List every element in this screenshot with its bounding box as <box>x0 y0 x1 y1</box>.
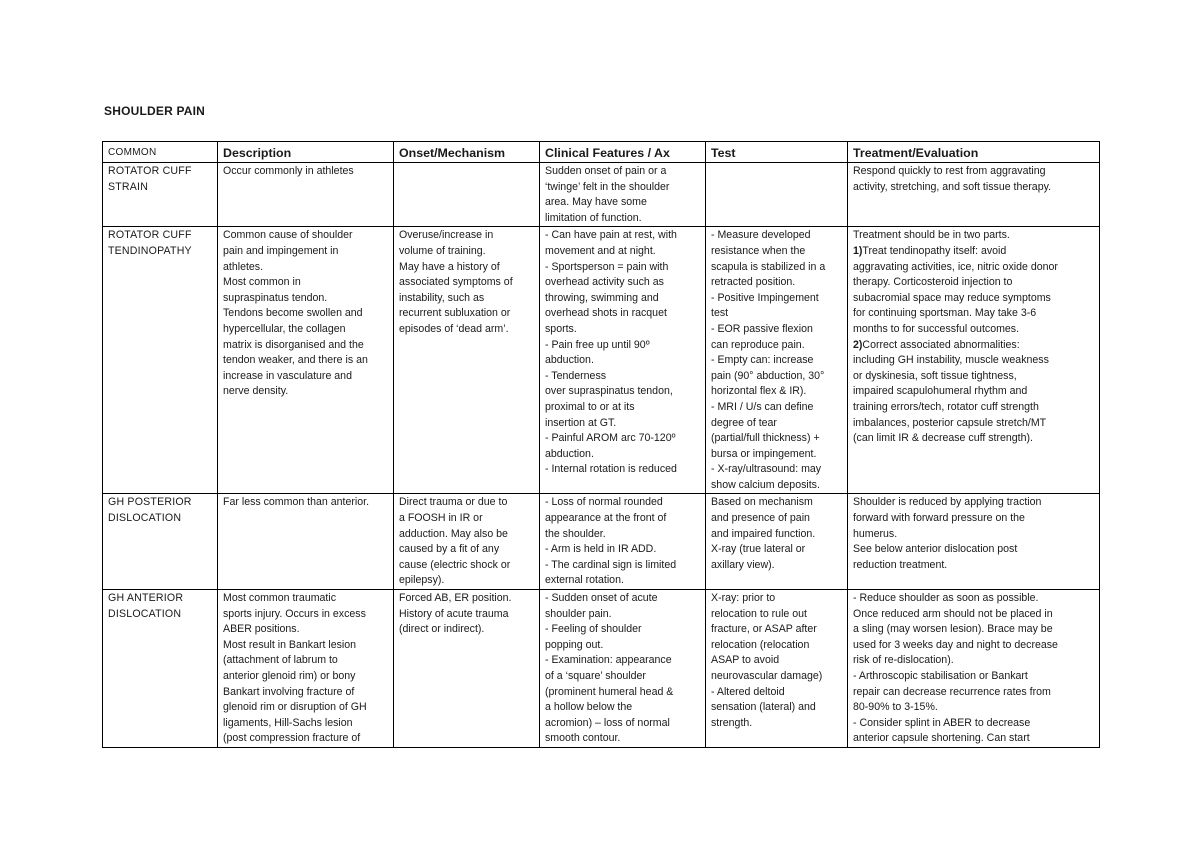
header-treatment: Treatment/Evaluation <box>848 142 1100 163</box>
cell-line: abduction. <box>545 354 594 367</box>
cell-line: pain (90° abduction, 30° <box>711 369 825 382</box>
cell-line: including GH instability, muscle weakness <box>853 354 1049 367</box>
header-row <box>103 142 1100 163</box>
cell-line: retracted position. <box>711 276 796 289</box>
cell-line: proximal to or at its <box>545 400 635 413</box>
step-number: 2) <box>853 338 863 351</box>
condition-label: STRAIN <box>108 180 149 193</box>
cell-line: neurovascular damage) <box>711 670 823 682</box>
cell-line: impaired scapulohumeral rhythm and <box>853 385 1028 398</box>
cell-line: anterior glenoid rim) or bony <box>223 670 356 682</box>
cell-line: scapula is stabilized in a <box>711 260 826 273</box>
shoulder-pain-table <box>102 141 1100 748</box>
treatment-cell <box>848 494 1100 590</box>
cell-line: Bankart involving fracture of <box>223 685 355 698</box>
table-row <box>103 227 1100 494</box>
cell-line: Common cause of shoulder <box>223 229 353 242</box>
cell-line: sports injury. Occurs in excess <box>223 607 366 620</box>
cell-line: increase in vasculature and <box>223 369 352 382</box>
table-row <box>103 590 1100 748</box>
cell-line: training errors/tech, rotator cuff strength <box>853 400 1039 413</box>
cell-line: tendon weaker, and there is an <box>223 354 368 367</box>
cell-line: overhead activity such as <box>545 276 664 289</box>
cell-line: the shoulder. <box>545 527 606 540</box>
condition-label: DISLOCATION <box>108 512 182 525</box>
cell-line: and presence of pain <box>711 512 810 525</box>
cell-line: - Positive Impingement <box>711 291 819 304</box>
cell-line: appearance at the front of <box>545 512 667 525</box>
condition-cell <box>103 163 218 227</box>
cell-line: limitation of function. <box>545 211 642 224</box>
cell-line: - Arm is held in IR ADD. <box>545 543 657 556</box>
cell-line: abduction. <box>545 447 594 460</box>
cell-line: sports. <box>545 322 577 335</box>
header-clinical: Clinical Features / Ax <box>540 142 706 163</box>
cell-line: pain and impingement in <box>223 244 339 257</box>
cell-line: athletes. <box>223 260 264 273</box>
cell-line: - Empty can: increase <box>711 354 814 367</box>
cell-line: Most result in Bankart lesion <box>223 638 357 651</box>
step-number: 1) <box>853 244 863 257</box>
cell-line: ASAP to avoid <box>711 654 780 667</box>
cell-line: months to for successful outcomes. <box>853 322 1020 335</box>
description-cell <box>218 590 394 748</box>
cell-line: Sudden onset of pain or a <box>545 165 667 177</box>
onset-cell <box>394 590 540 748</box>
cell-line: activity, stretching, and soft tissue therapy. <box>853 180 1052 193</box>
table-row <box>103 163 1100 227</box>
cell-line: used for 3 weeks day and night to decrease <box>853 638 1058 651</box>
cell-line: Overuse/increase in <box>399 229 494 242</box>
cell-line: reduction treatment. <box>853 558 948 571</box>
cell-line: adduction. May also be <box>399 527 508 540</box>
condition-label: DISLOCATION <box>108 607 182 620</box>
onset-cell <box>394 227 540 494</box>
cell-line: - Loss of normal rounded <box>545 496 663 509</box>
cell-line: imbalances, posterior capsule stretch/MT <box>853 416 1047 429</box>
cell-line: volume of training. <box>399 244 486 257</box>
treatment-cell <box>848 227 1100 494</box>
cell-line: (post compression fracture of <box>223 732 361 745</box>
onset-cell <box>394 163 540 227</box>
cell-line: nerve density. <box>223 385 289 398</box>
test-cell <box>706 590 848 748</box>
clinical-features-cell <box>540 163 706 227</box>
cell-line: strength. <box>711 716 753 729</box>
cell-line: - Examination: appearance <box>545 654 672 667</box>
cell-line: subacromial space may reduce symptoms <box>853 291 1051 304</box>
cell-line: relocation (relocation <box>711 638 810 651</box>
cell-line: degree of tear <box>711 416 777 429</box>
cell-line: Occur commonly in athletes <box>223 165 354 177</box>
clinical-features-cell <box>540 590 706 748</box>
cell-line: for continuing sportsman. May take 3-6 <box>853 307 1037 320</box>
cell-line: - The cardinal sign is limited <box>545 558 677 571</box>
cell-line: epilepsy). <box>399 574 445 587</box>
cell-line: - EOR passive flexion <box>711 322 813 335</box>
cell-line: can reproduce pain. <box>711 338 805 351</box>
clinical-features-cell <box>540 494 706 590</box>
condition-label: ROTATOR CUFF <box>108 165 192 177</box>
cell-line: show calcium deposits. <box>711 478 820 491</box>
cell-line: X-ray: prior to <box>711 592 776 605</box>
cell-line: (attachment of labrum to <box>223 654 338 667</box>
cell-line: therapy. Corticosteroid injection to <box>853 276 1013 289</box>
cell-line: - Internal rotation is reduced <box>545 463 677 476</box>
header-onset: Onset/Mechanism <box>394 142 540 163</box>
description-cell <box>218 227 394 494</box>
cell-line: Most common traumatic <box>223 592 337 605</box>
condition-cell <box>103 590 218 748</box>
cell-line: or dyskinesia, soft tissue tightness, <box>853 369 1017 382</box>
cell-line: area. May have some <box>545 196 647 209</box>
description-cell <box>218 163 394 227</box>
cell-line: - Tenderness <box>545 369 607 382</box>
cell-line: ‘twinge’ felt in the shoulder <box>545 180 670 193</box>
cell-line: sensation (lateral) and <box>711 701 816 714</box>
cell-line: instability, such as <box>399 291 485 304</box>
cell-line: - Consider splint in ABER to decrease <box>853 716 1031 729</box>
cell-line: test <box>711 307 729 320</box>
cell-line: throwing, swimming and <box>545 291 659 304</box>
cell-line: horizontal flex & IR). <box>711 385 807 398</box>
cell-line: - Feeling of shoulder <box>545 623 642 636</box>
cell-line: Most common in <box>223 276 301 289</box>
test-cell <box>706 494 848 590</box>
cell-line: 2)Correct associated abnormalities: <box>853 338 1020 351</box>
cell-line: fracture, or ASAP after <box>711 623 817 636</box>
header-test: Test <box>706 142 848 163</box>
cell-line: associated symptoms of <box>399 276 513 289</box>
cell-line: Tendons become swollen and <box>223 307 363 320</box>
description-cell <box>218 494 394 590</box>
cell-line: (prominent humeral head & <box>545 685 674 698</box>
cell-line: glenoid rim or disruption of GH <box>223 701 367 714</box>
cell-line: Direct trauma or due to <box>399 496 508 509</box>
cell-line: matrix is disorganised and the <box>223 338 364 351</box>
cell-line: a FOOSH in IR or <box>399 512 483 525</box>
cell-line: movement and at night. <box>545 244 656 257</box>
condition-label: GH POSTERIOR <box>108 496 192 509</box>
page-title: SHOULDER PAIN <box>104 104 206 118</box>
cell-line: over supraspinatus tendon, <box>545 385 673 398</box>
cell-line: Far less common than anterior. <box>223 496 370 509</box>
test-cell <box>706 227 848 494</box>
cell-line: popping out. <box>545 638 604 651</box>
condition-label: GH ANTERIOR <box>108 592 184 605</box>
cell-line: relocation to rule out <box>711 607 807 620</box>
cell-line: - Sportsperson = pain with <box>545 260 669 273</box>
condition-cell <box>103 227 218 494</box>
onset-cell <box>394 494 540 590</box>
cell-line: cause (electric shock or <box>399 558 511 571</box>
cell-line: (direct or indirect). <box>399 623 485 636</box>
cell-line: and impaired function. <box>711 527 816 540</box>
cell-line: (partial/full thickness) + <box>711 432 820 445</box>
cell-line: of a ‘square’ shoulder <box>545 670 646 682</box>
cell-line: external rotation. <box>545 574 624 587</box>
cell-line: Treatment should be in two parts. <box>853 229 1010 242</box>
treatment-cell <box>848 590 1100 748</box>
cell-line: Once reduced arm should not be placed in <box>853 607 1053 620</box>
cell-line: bursa or impingement. <box>711 447 817 460</box>
cell-line: See below anterior dislocation post <box>853 543 1018 556</box>
test-cell <box>706 163 848 227</box>
cell-line: - X-ray/ultrasound: may <box>711 463 822 476</box>
cell-line: - Reduce shoulder as soon as possible. <box>853 592 1039 605</box>
cell-line: recurrent subluxation or <box>399 307 511 320</box>
cell-line: ABER positions. <box>223 623 300 636</box>
cell-line: X-ray (true lateral or <box>711 543 806 556</box>
clinical-features-cell <box>540 227 706 494</box>
treatment-cell <box>848 163 1100 227</box>
header-description: Description <box>218 142 394 163</box>
header-common: COMMON <box>103 142 218 163</box>
cell-line: - Pain free up until 90º <box>545 338 650 351</box>
cell-line: shoulder pain. <box>545 607 612 620</box>
cell-line: - Arthroscopic stabilisation or Bankart <box>853 670 1028 682</box>
cell-line: - Can have pain at rest, with <box>545 229 677 242</box>
table-row <box>103 494 1100 590</box>
cell-line: - Sudden onset of acute <box>545 592 658 605</box>
cell-line: acromion) – loss of normal <box>545 716 670 729</box>
cell-line: ligaments, Hill-Sachs lesion <box>223 716 353 729</box>
condition-label: ROTATOR CUFF <box>108 229 192 242</box>
cell-line: a sling (may worsen lesion). Brace may be <box>853 623 1053 636</box>
condition-cell <box>103 494 218 590</box>
cell-line: Forced AB, ER position. <box>399 592 512 605</box>
cell-line: episodes of ‘dead arm’. <box>399 322 509 335</box>
cell-line: resistance when the <box>711 244 806 257</box>
cell-line: insertion at GT. <box>545 416 617 429</box>
cell-line: Respond quickly to rest from aggravating <box>853 165 1046 177</box>
cell-line: aggravating activities, ice, nitric oxide donor <box>853 260 1058 273</box>
cell-line: - Altered deltoid <box>711 685 785 698</box>
cell-line: hypercellular, the collagen <box>223 322 346 335</box>
cell-line: anterior capsule shortening. Can start <box>853 732 1030 745</box>
cell-line: smooth contour. <box>545 732 621 745</box>
cell-line: History of acute trauma <box>399 607 509 620</box>
cell-line: 1)Treat tendinopathy itself: avoid <box>853 244 1007 257</box>
cell-line: - Measure developed <box>711 229 811 242</box>
cell-line: - MRI / U/s can define <box>711 400 814 413</box>
cell-line: Based on mechanism <box>711 496 813 509</box>
cell-line: repair can decrease recurrence rates from <box>853 685 1051 698</box>
cell-line: risk of re-dislocation). <box>853 654 954 667</box>
cell-line: 80-90% to 3-15%. <box>853 701 938 714</box>
cell-line: overhead shots in racquet <box>545 307 667 320</box>
cell-line: axillary view). <box>711 558 775 571</box>
cell-line: caused by a fit of any <box>399 543 500 556</box>
cell-line: humerus. <box>853 527 898 540</box>
cell-line: forward with forward pressure on the <box>853 512 1025 525</box>
cell-line: (can limit IR & decrease cuff strength). <box>853 432 1033 445</box>
condition-label: TENDINOPATHY <box>108 244 192 257</box>
cell-line: - Painful AROM arc 70-120º <box>545 432 676 445</box>
cell-line: May have a history of <box>399 260 500 273</box>
cell-line: supraspinatus tendon. <box>223 291 328 304</box>
cell-line: a hollow below the <box>545 701 633 714</box>
cell-line: Shoulder is reduced by applying traction <box>853 496 1042 509</box>
